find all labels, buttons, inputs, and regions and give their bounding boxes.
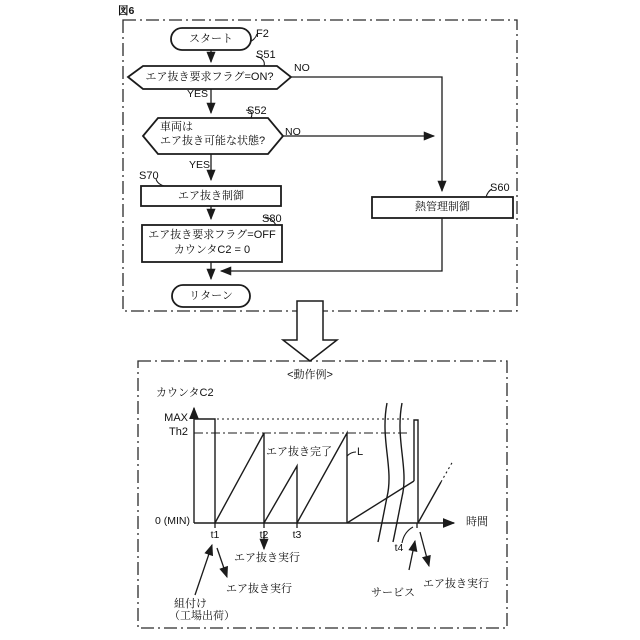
waveform-ramp5 [418, 482, 441, 523]
tick-label-t4: t4 [394, 542, 404, 554]
bleed-exec-label-t1: エア抜き実行 [226, 583, 292, 595]
arrow-service-to-t4 [409, 541, 415, 570]
s51-decision-text: エア抜き要求フラグ=ON? [145, 71, 274, 83]
waveform-initial-max [194, 419, 215, 523]
arrow-t1-to-exec [217, 548, 227, 577]
bleed-exec-label-t2: エア抜き実行 [234, 552, 300, 564]
waveform-ref-label: L [357, 446, 364, 458]
s52-decision-text-line1: 車両は [160, 121, 193, 133]
leader-t4 [402, 527, 413, 543]
x-axis-label: 時間 [466, 516, 488, 528]
tick-label-t3: t3 [292, 529, 302, 541]
connector-s51-no [291, 77, 442, 191]
waveform-spike-to-max [414, 420, 418, 523]
waveform-ramp2 [264, 466, 297, 523]
axis-break-curve-left [378, 403, 389, 542]
s52-no-label: NO [285, 126, 301, 138]
figure-label: 図6 [118, 5, 135, 17]
section-transition-arrow [283, 301, 337, 361]
return-terminal-label: リターン [189, 290, 233, 302]
bleed-complete-label: エア抜き完了 [266, 446, 332, 458]
waveform-ramp1 [215, 433, 264, 523]
tick-label-t2: t2 [259, 529, 269, 541]
arrow-t4-to-exec [420, 532, 429, 566]
axis-ticks [215, 523, 417, 528]
start-ref-label: F2 [256, 28, 269, 40]
axis-break-curve-right [393, 403, 404, 542]
bleed-exec-label-t4: エア抜き実行 [423, 578, 489, 590]
waveform-ramp5-dotted [441, 461, 453, 482]
assembly-label-line1: 組付け [174, 598, 207, 610]
flowchart-frame [123, 20, 517, 311]
arrow-assembly-to-t1 [195, 545, 212, 595]
s80-ref-label: S80 [262, 213, 282, 225]
y-axis-label: カウンタC2 [156, 387, 214, 399]
service-label: サービス [371, 587, 415, 599]
th2-level-label: Th2 [169, 426, 188, 438]
example-title: <動作例> [287, 369, 333, 381]
s52-yes-label: YES [189, 159, 211, 171]
origin-label: 0 (MIN) [155, 515, 190, 527]
s70-process-text: エア抜き制御 [178, 190, 244, 202]
s52-ref-label: S52 [247, 105, 267, 117]
s80-process-text-line2: カウンタC2 = 0 [173, 244, 251, 256]
start-terminal-label: スタート [189, 33, 233, 45]
s51-yes-label: YES [187, 88, 209, 100]
s60-ref-label: S60 [490, 182, 510, 194]
max-level-label: MAX [164, 412, 188, 424]
s60-process-text: 熱管理制御 [415, 201, 470, 213]
assembly-label-line2: （工場出荷） [169, 610, 235, 622]
s52-decision-text-line2: エア抜き可能な状態? [160, 135, 266, 147]
s70-ref-label: S70 [139, 170, 159, 182]
s80-process-text-line1: エア抜き要求フラグ=OFF [148, 229, 276, 241]
s51-no-label: NO [294, 62, 310, 74]
leader-line-l [347, 452, 356, 456]
tick-label-t1: t1 [210, 529, 220, 541]
s51-ref-label: S51 [256, 49, 276, 61]
